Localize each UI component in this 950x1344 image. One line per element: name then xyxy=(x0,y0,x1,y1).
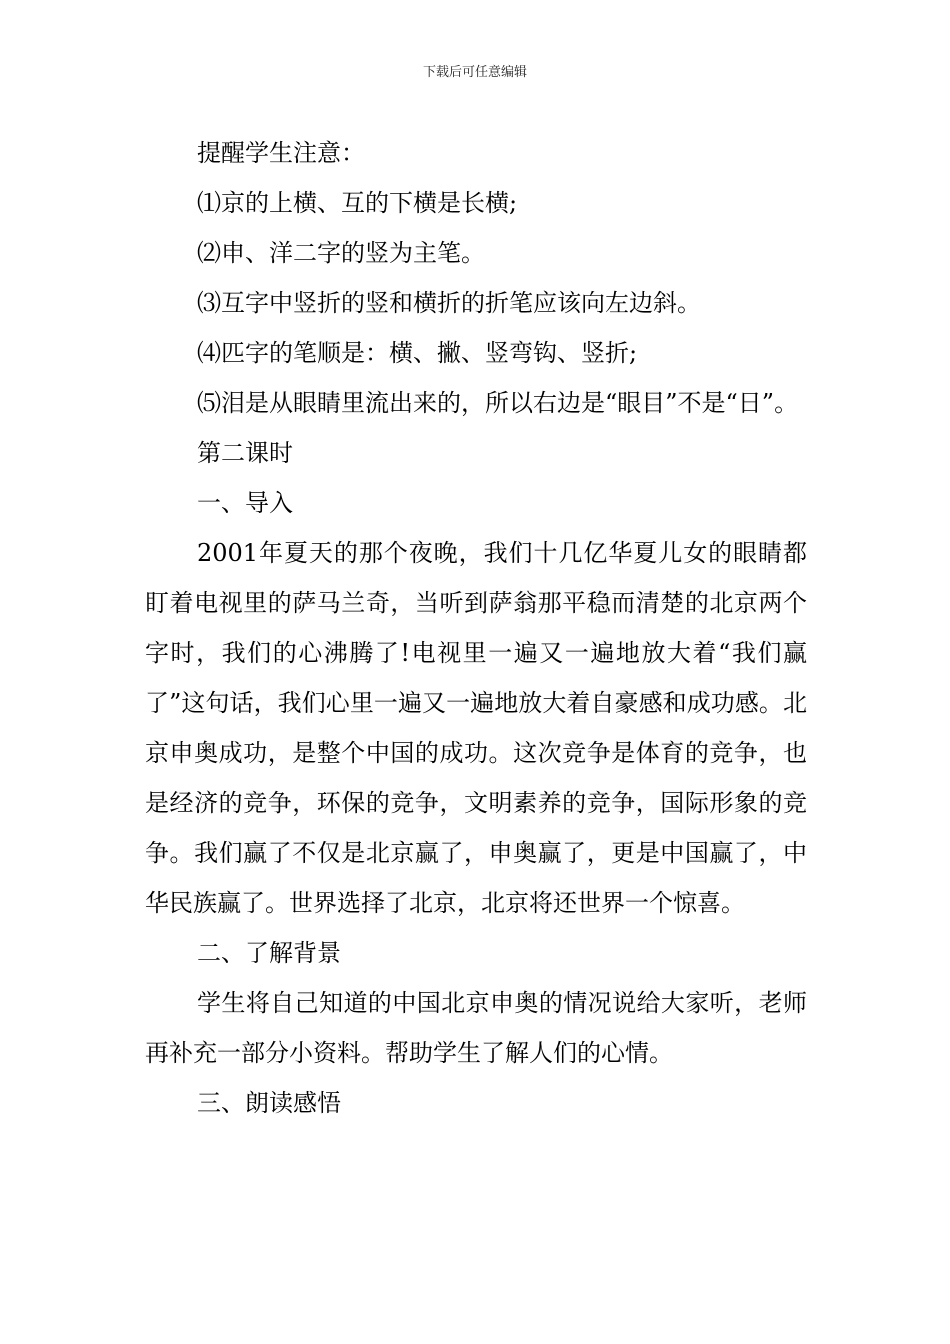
section-heading-second-lesson: 第二课时 xyxy=(197,439,293,467)
paragraph-note-1: ⑴京的上横、互的下横是长横; xyxy=(197,189,518,217)
document-body xyxy=(145,128,807,1128)
paragraph-note-3: ⑶互字中竖折的竖和横折的折笔应该向左边斜。 xyxy=(197,289,701,317)
paragraph-introduction-body: 2001年夏天的那个夜晚，我们十几亿华夏儿女的眼睛都盯着电视里的萨马兰奇，当听到萨翁那平稳而清楚的北京两个字时，我们的心沸腾了!电视里一遍又一遍地放大着“我们赢了”这句话，我们心里一遍又一遍地放大着自豪感和成功感。北京申奥成功，是整个中国的成功。这次竞争是体育的竞争，也是经济的竞争，环保的竞争，文明素养的竞争，国际形象的竞争。我们赢了不仅是北京赢了，申奥赢了，更是中国赢了，中华民族赢了。世界选择了北京，北京将还世界一个惊喜。 xyxy=(145,539,807,917)
section-heading-reading: 三、朗读感悟 xyxy=(197,1089,341,1117)
section-heading-introduction: 一、导入 xyxy=(197,489,293,517)
paragraph-note-5: ⑸泪是从眼睛里流出来的，所以右边是“眼目”不是“日”。 xyxy=(197,389,799,417)
paragraph-reminder-intro: 提醒学生注意： xyxy=(197,139,365,167)
section-heading-background: 二、了解背景 xyxy=(197,939,341,967)
paragraph-background-body: 学生将自己知道的中国北京申奥的情况说给大家听，老师再补充一部分小资料。帮助学生了解人们的心情。 xyxy=(145,989,807,1067)
paragraph-note-2: ⑵申、洋二字的竖为主笔。 xyxy=(197,239,485,267)
paragraph-note-4: ⑷匹字的笔顺是：横、撇、竖弯钩、竖折; xyxy=(197,339,638,367)
page-header-note: 下载后可任意编辑 xyxy=(422,65,527,80)
